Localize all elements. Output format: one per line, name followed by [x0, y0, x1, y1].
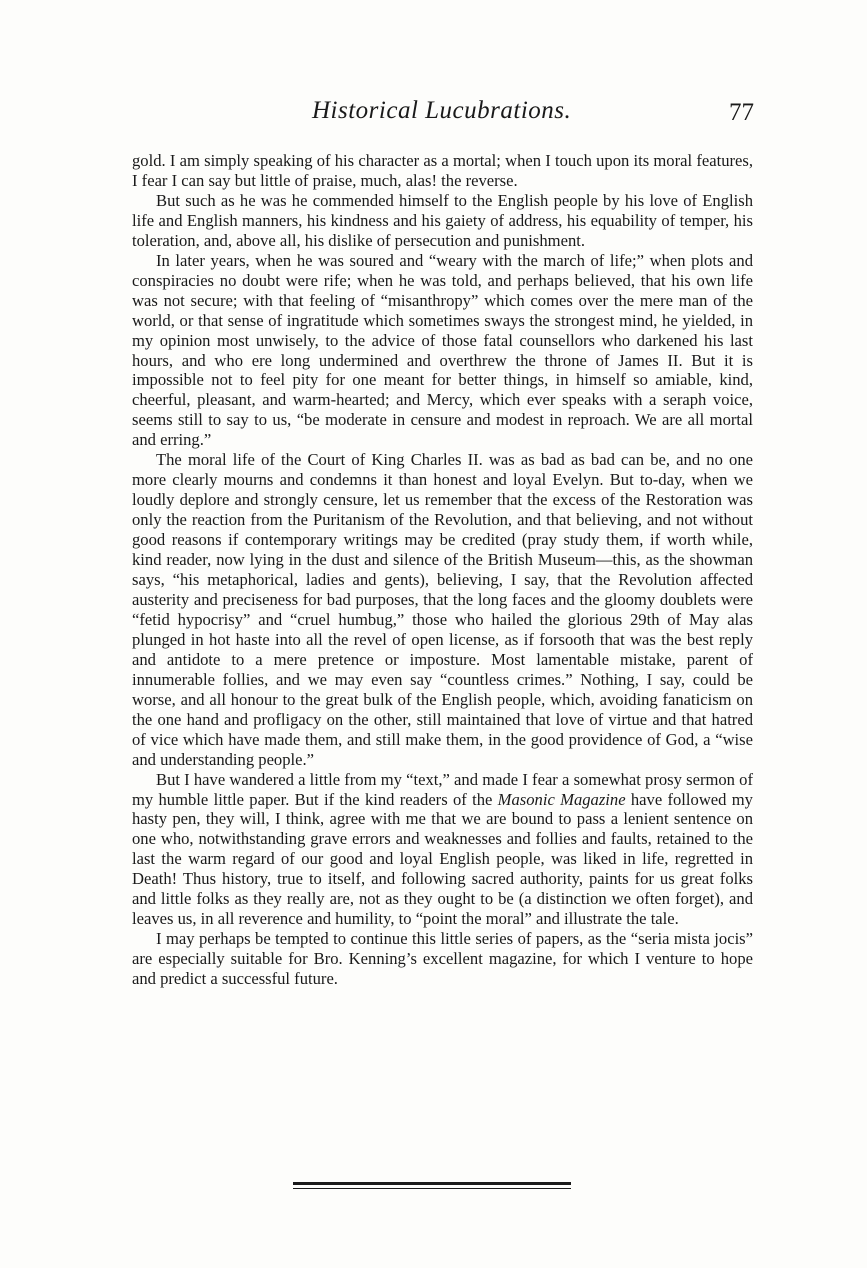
paragraph: But such as he was he commended himself to the English people by his love of English life and English manners, his kindness and his gaiety of address, his equability of temper, his toleration, and, above all, his dislike of persecution and punishment.: [132, 190, 753, 250]
paragraph-text: have followed my hasty pen, they will, I think, agree with me that we are bound to pass a lenient sentence on one who, notwithstanding grave errors and weaknesses and follies and faults, retained to the last the warm regard of our good and loyal English people, was liked in life, regretted in Death! Thus history, true to itself, and following sacred authority, paints for us great folks and little folks as they really are, not as they ought to be (a distinction we often forget), and leaves us, in all reverence and humility, to “point the moral” and illustrate the tale.: [132, 789, 753, 929]
paragraph: The moral life of the Court of King Charles II. was as bad as bad can be, and no one more clearly mourns and condemns it than honest and loyal Evelyn. But to-day, when we loudly deplore and strongly censure, let us remember that the excess of the Restoration was only the reaction from the Puritanism of the Revolution, and that believing, and not without good reasons if contemporary writings may be credited (pray study them, if worth while, kind reader, now lying in the dust and silence of the British Museum—this, as the showman says, “his metaphorical, ladies and gents), believing, I say, that the Revolution affected austerity and preciseness for bad purposes, that the long faces and the gloomy doublets were “fetid hypocrisy” and “cruel humbug,” those who hailed the glorious 29th of May alas plunged in hot haste into all the revel of open license, as if forsooth that was the best reply and antidote to a mere pretence or imposture. Most lamentable mistake, parent of innumerable follies, and we may even say “countless crimes.” Nothing, I say, could be worse, and all honour to the great bulk of the English people, which, avoiding fanaticism on the one hand and profligacy on the other, still maintained that love of virtue and that hatred of vice which have made them, and still make them, in the good providence of God, a “wise and understanding people.”: [132, 450, 753, 769]
end-rule-thin: [293, 1188, 571, 1189]
magazine-title: Masonic Magazine: [497, 789, 626, 809]
end-rule-thick: [293, 1182, 571, 1185]
page-number: 77: [729, 99, 754, 126]
paragraph-text: But I have wandered a little from my “text,” and made I fear a somewhat prosy sermon of my humble little paper. But if the kind readers of the: [132, 769, 753, 809]
paragraph: [132, 770, 753, 930]
running-title: Historical Lucubrations.: [312, 97, 572, 124]
paragraph-continuation: gold. I am simply speaking of his character as a mortal; when I touch upon its moral features, I fear I can say but little of praise, much, alas! the reverse.: [132, 151, 753, 190]
paragraph: In later years, when he was soured and “weary with the march of life;” when plots and conspiracies no doubt were rife; when he was told, and perhaps believed, that his own life was not secure; with that feeling of “misanthropy” which comes over the mere man of the world, or that sense of ingratitude which sometimes sways the strongest mind, he yielded, in my opinion most unwisely, to the advice of those fatal counsellors who darkened his last hours, and who ere long undermined and overthrew the throne of James II. But it is impossible not to feel pity for one meant for better things, in himself so amiable, kind, cheerful, pleasant, and warm-hearted; and Mercy, which ever speaks with a seraph voice, seems still to say to us, “be moderate in censure and modest in reproach. We are all mortal and erring.”: [132, 250, 753, 450]
paragraph: I may perhaps be tempted to continue this little series of papers, as the “seria mista jocis” are especially suitable for Bro. Kenning’s excellent magazine, for which I venture to hope and predict a successful future.: [132, 929, 753, 989]
article-body: [132, 151, 753, 989]
page-header: [130, 97, 754, 137]
